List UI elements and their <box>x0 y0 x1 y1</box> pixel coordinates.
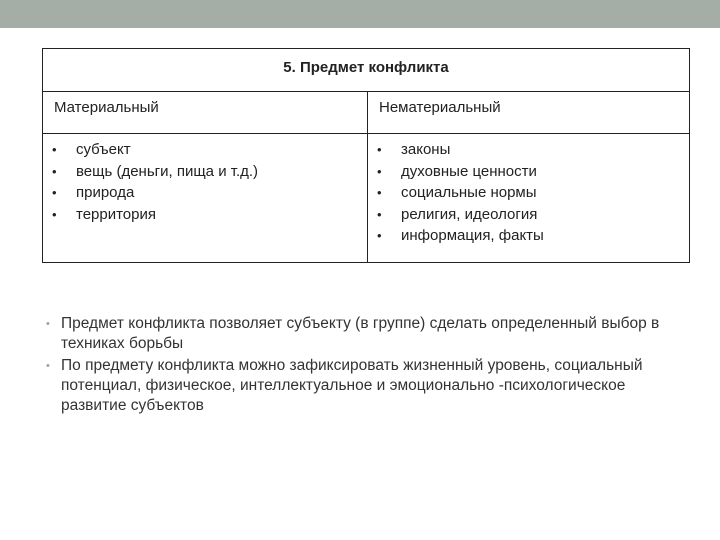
list-item-text: духовные ценности <box>401 162 537 180</box>
nonmaterial-header-cell <box>368 92 690 134</box>
note-text: По предмету конфликта можно зафиксировать жизненный уровень, социальный потенциал, физическое, интеллектуальное и эмоционально -психологическое развитие субъектов <box>61 357 643 414</box>
list-item-text: территория <box>76 205 156 223</box>
list-item-text: законы <box>401 141 451 158</box>
material-list <box>43 134 367 225</box>
list-item-text: субъект <box>76 141 131 158</box>
list-item <box>368 139 689 161</box>
bullet-icon: • <box>46 360 50 372</box>
nonmaterial-header: Нематериальный <box>379 99 501 116</box>
bullet-icon: • <box>377 206 382 222</box>
list-item-text: религия, идеология <box>401 205 538 223</box>
list-item <box>368 182 689 204</box>
bullet-icon: • <box>377 228 382 243</box>
subject-table <box>42 48 690 263</box>
note-text: Предмет конфликта позволяет субъекту (в группе) сделать определенный выбор в техниках борьбы <box>61 315 660 352</box>
material-header: Материальный <box>54 99 159 116</box>
note-item <box>46 356 686 416</box>
list-item <box>43 204 367 226</box>
list-item <box>368 161 689 183</box>
bullet-icon: • <box>52 163 57 179</box>
list-item <box>368 204 689 226</box>
bullet-icon: • <box>377 163 382 179</box>
list-item <box>368 225 689 247</box>
material-list-cell <box>43 134 368 263</box>
list-item-text: социальные нормы <box>401 184 537 201</box>
list-item-text: природа <box>76 184 135 201</box>
bullet-icon: • <box>52 206 57 222</box>
list-item <box>43 182 367 204</box>
header-row <box>43 92 690 134</box>
list-row <box>43 134 690 263</box>
nonmaterial-list <box>368 134 689 247</box>
title-cell <box>43 49 690 92</box>
bullet-icon: • <box>46 318 50 330</box>
bullet-icon: • <box>377 185 382 200</box>
top-bar <box>0 0 720 28</box>
note-item <box>46 314 686 354</box>
list-item <box>43 139 367 161</box>
list-item-text: вещь (деньги, пища и т.д.) <box>76 162 259 180</box>
bullet-icon: • <box>52 142 57 157</box>
list-item-text: информация, факты <box>401 227 544 244</box>
list-item <box>43 161 367 183</box>
material-header-cell <box>43 92 368 134</box>
title-row <box>43 49 690 92</box>
bullet-icon: • <box>52 185 57 200</box>
nonmaterial-list-cell <box>368 134 690 263</box>
bullet-icon: • <box>377 142 382 157</box>
notes-list <box>46 314 686 418</box>
slide-title: 5. Предмет конфликта <box>283 59 449 76</box>
